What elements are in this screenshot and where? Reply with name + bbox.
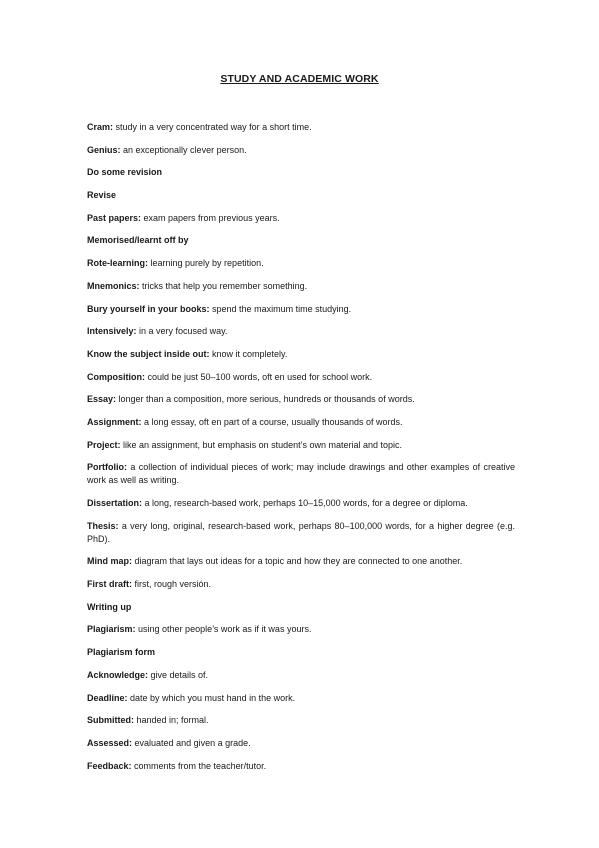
glossary-definition: date by which you must hand in the work. [127,692,296,703]
glossary-term: Plagiarism form [87,647,156,658]
glossary-definition: study in a very concentrated way for a short time. [113,122,312,132]
glossary-term: Mind map: [87,556,132,567]
glossary-term: Essay: [87,394,117,405]
glossary-entry [87,234,515,247]
glossary-entry [87,555,515,568]
glossary-entry [87,520,515,546]
glossary-entry [87,760,515,773]
glossary-entry [87,121,515,134]
glossary-definition: spend the maximum time studying. [209,303,352,314]
glossary-definition: could be just 50–100 words, oft en used for school work. [145,371,373,382]
glossary-term: Thesis: [87,520,119,531]
glossary-entry [87,692,515,705]
glossary-definition: know it completely. [209,348,288,359]
glossary-term: Plagiarism: [87,624,136,635]
glossary-term: Cram: [87,122,114,132]
glossary-entry [87,439,515,452]
glossary-definition: a very long, original, research-based work, perhaps 80–100,000 words, for a higher degree (e.g. PhD). [87,520,515,544]
glossary-term: Assessed: [87,737,133,748]
document-title: STUDY AND ACADEMIC WORK [220,73,379,85]
glossary-definition: in a very focused way. [136,326,228,337]
glossary-term: Intensively: [87,326,137,337]
glossary-entry [87,166,515,179]
glossary-term: Acknowledge: [87,669,149,680]
glossary-entry [87,189,515,202]
glossary-term: Portfolio: [87,462,127,473]
glossary-term: Feedback: [87,760,132,771]
glossary-entry [87,578,515,591]
glossary-entry [87,714,515,727]
glossary-entry [87,212,515,225]
glossary-definition: an exceptionally clever person. [120,144,247,155]
glossary-definition: give details of. [148,669,209,680]
glossary-term: Composition: [87,371,145,382]
glossary-entry [87,371,515,384]
glossary-definition: using other people’s work as if it was yours. [135,624,312,635]
glossary-definition: evaluated and given a grade. [132,737,251,748]
glossary-entry [87,303,515,316]
glossary-definition: longer than a composition, more serious, hundreds or thousands of words. [116,394,415,405]
glossary-term: Deadline: [87,692,128,703]
glossary-term: Rote-learning: [87,258,149,269]
glossary-entry [87,257,515,270]
glossary-entry [87,646,515,659]
glossary-entry [87,325,515,338]
glossary-definition: exam papers from previous years. [141,212,280,223]
glossary-entry [87,280,515,293]
glossary-term: Submitted: [87,715,134,726]
glossary-entry [87,144,515,157]
glossary-term: Dissertation: [87,498,143,508]
glossary-term: Writing up [87,601,132,612]
glossary-term: Project: [87,439,121,450]
glossary-definition: learning purely by repetition. [148,258,264,269]
glossary-definition: diagram that lays out ideas for a topic and how they are connected to one another. [132,556,463,567]
glossary-definition: a long essay, oft en part of a course, usually thousands of words. [141,416,403,427]
glossary-term: Do some revision [87,167,163,178]
glossary-definition: like an assignment, but emphasis on student’s own material and topic. [120,439,403,450]
glossary-entry [87,348,515,361]
glossary-definition: tricks that help you remember something. [139,280,308,291]
glossary-definition: a long, research-based work, perhaps 10–15,000 words, for a degree or diploma. [142,498,468,508]
glossary-entry [87,737,515,750]
glossary-definition: first, rough versión. [132,579,212,590]
glossary-term: Mnemonics: [87,280,140,291]
glossary-term: Genius: [87,144,121,155]
glossary-entry [87,669,515,682]
glossary-entry [87,461,515,487]
glossary-entry [87,623,515,636]
glossary-list [87,121,515,782]
glossary-entry [87,393,515,406]
glossary-term: Memorised/learnt off by [87,235,189,246]
glossary-term: First draft: [87,579,132,590]
glossary-entry [87,416,515,429]
glossary-term: Bury yourself in your books: [87,303,210,314]
glossary-entry [87,497,515,510]
glossary-definition: comments from the teacher/tutor. [131,760,267,771]
glossary-entry [87,601,515,614]
glossary-term: Past papers: [87,212,142,223]
glossary-term: Revise [87,190,117,201]
glossary-definition: handed in; formal. [134,715,209,726]
glossary-term: Know the subject inside out: [87,348,210,359]
glossary-definition: a collection of individual pieces of work; may include drawings and other examples of creative work as well as writing. [87,462,515,486]
glossary-term: Assignment: [87,416,142,427]
